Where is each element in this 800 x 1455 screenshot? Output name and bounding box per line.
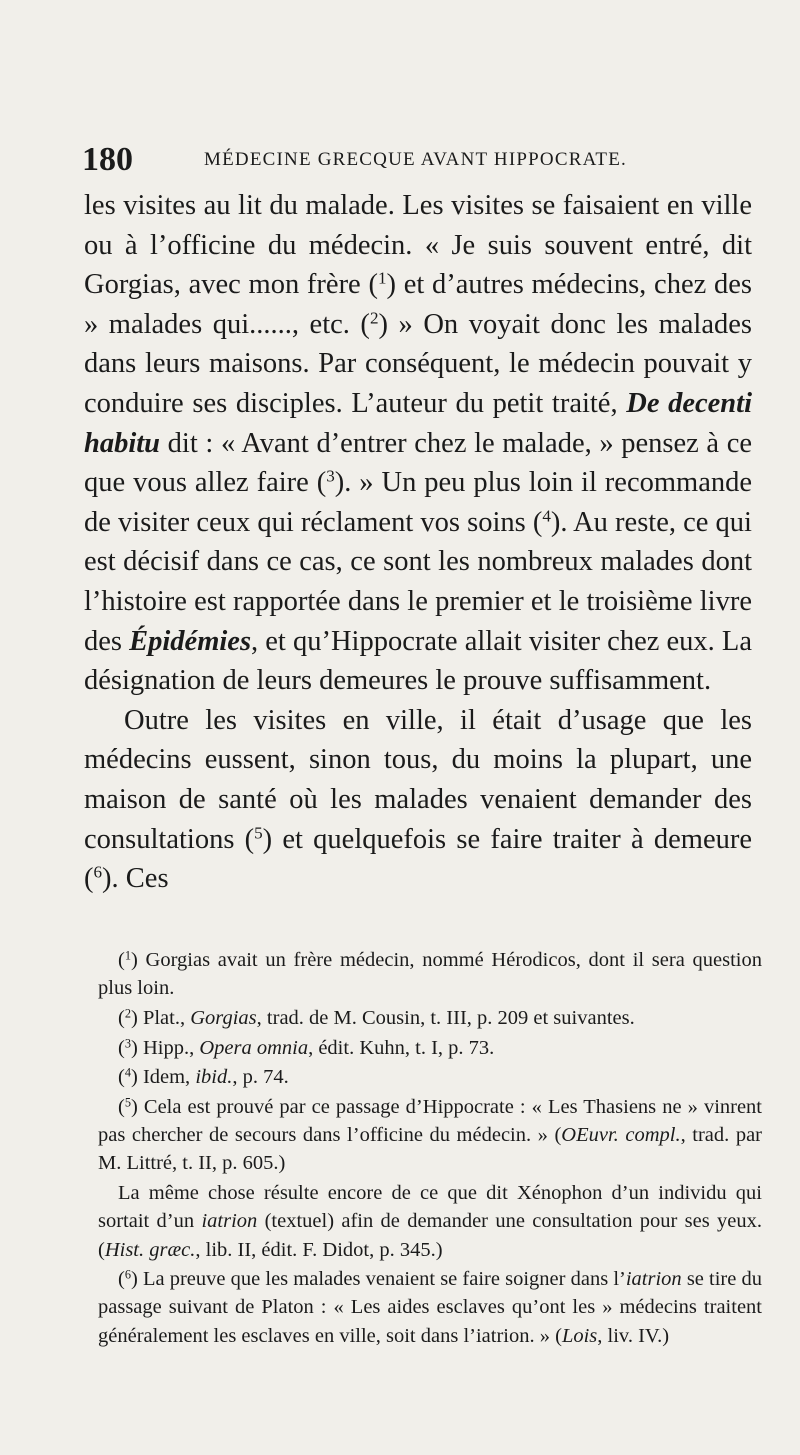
footnote-3: ($^3$) Hipp., Opera omnia, édit. Kuhn, t. I, p. 73. [118, 1035, 495, 1059]
footnote-text: , liv. IV.) [597, 1324, 670, 1347]
text-run: ) et d’autres médecins, chez des » malades qui......, etc. ( [84, 269, 752, 340]
text-run: les visites au lit du malade. Les visites se faisaient en ville ou à l’officine du médecin. « Je suis souvent entré, dit Gorgias, avec mon frère ( [84, 190, 752, 301]
page-header [82, 140, 782, 180]
footnote-mark: 6 [124, 1267, 131, 1282]
footnote-mark: 1 [124, 948, 131, 963]
footnote-text: se tire du passage suivant de Platon : « Les aides esclaves qu’ont les » médecins traitent généralement les esclaves en ville, soit dans l’iatrion. » ( [98, 1268, 762, 1347]
footnote-text: Plat., [142, 1006, 191, 1029]
work-title: Lois [561, 1324, 598, 1347]
text-run: Outre les visites en ville, il était d’usage que les médecins eussent, sinon tous, du moins la plupart, une maison de santé où les malades venaient demander des consultations ( [84, 704, 752, 855]
footnote-text: Idem, [142, 1066, 196, 1089]
main-text [84, 186, 752, 899]
footnote-text: , trad. de M. Cousin, t. III, p. 209 et suivantes. [256, 1006, 635, 1029]
greek-term: iatrion [201, 1210, 258, 1233]
running-head: MÉDECINE GRECQUE AVANT HIPPOCRATE. [204, 149, 627, 170]
footnote-mark: 4 [124, 1065, 131, 1080]
footnote-text: , trad. par M. Littré, t. II, p. 605.) [98, 1124, 762, 1175]
text-run: ). » Un peu plus loin il recommande de visiter ceux qui réclament vos soins ( [84, 467, 752, 538]
footnote-mark: 3 [124, 1035, 131, 1050]
text-run: ). Ces [102, 863, 169, 895]
paragraph [84, 186, 752, 701]
footnote-ref: 4 [542, 506, 551, 526]
text-run: ) » On voyait donc les malades dans leurs maisons. Par conséquent, le médecin pouvait y conduire ses disciples. L’auteur du petit traité, [84, 308, 752, 419]
footnote-text: Cela est prouvé par ce passage d’Hippocrate : « Les Thasiens ne » vinrent pas chercher de secours dans l’officine du médecin. » ( [98, 1096, 763, 1147]
footnote-text: Hipp., [142, 1036, 200, 1059]
footnote-1: ($^1$) Gorgias avait un frère médecin, nommé Hérodicos, dont il sera question plus loin. [98, 948, 762, 1000]
text-run: dit : « Avant d’entrer chez le malade, » pensez à ce que vous allez faire ( [84, 427, 752, 499]
footnote-6: ($^6$) La preuve que les malades venaient se faire soigner dans l’iatrion se tire du passage suivant de Platon : « Les aides esclaves qu’ont les » médecins traitent généralement les esclaves en ville, soit dans l’iatrion. » (Lois, liv. IV.) [98, 1267, 762, 1347]
footnote-2: ($^2$) Plat., Gorgias, trad. de M. Cousin, t. III, p. 209 et suivantes. [118, 1006, 635, 1029]
footnote-ref: 1 [377, 268, 387, 288]
work-title: Épidémies [129, 625, 252, 657]
footnote-ref: 6 [93, 862, 103, 882]
footnote-text: (textuel) afin de demander une consultation pour ses yeux. ( [98, 1210, 762, 1261]
work-title: OEuvr. compl. [561, 1124, 681, 1147]
text-run: ). Au reste, ce qui est décisif dans ce cas, ce sont les nombreux malades dont l’histoire est rapportée dans le premier et le troisième livre des [84, 506, 752, 657]
footnote-mark: 5 [124, 1095, 131, 1110]
text-run: ) et quelquefois se faire traiter à demeure ( [84, 823, 752, 895]
footnote-text: La même chose résulte encore de ce que dit Xénophon d’un individu qui sortait d’un [98, 1182, 762, 1233]
footnote-text: La preuve que les malades venaient se faire soigner dans l’ [142, 1268, 626, 1291]
work-title: Gorgias [190, 1006, 257, 1029]
greek-term: iatrion [625, 1268, 682, 1291]
page-number: 180 [82, 141, 133, 178]
text-run: , et qu’Hippocrate allait visiter chez eux. La désignation de leurs demeures le prouve suffisamment. [84, 625, 752, 697]
work-title: Hist. græc. [104, 1238, 196, 1261]
footnote-ref: 2 [369, 308, 379, 328]
footnote-5: ($^5$) Cela est prouvé par ce passage d’Hippocrate : « Les Thasiens ne » vinrent pas chercher de secours dans l’officine du médecin. » (OEuvr. compl., trad. par M. Littré, t. II, p. 605.) [98, 1095, 763, 1175]
footnote-text: , lib. II, édit. F. Didot, p. 345.) [195, 1238, 443, 1261]
footnote-text: , édit. Kuhn, t. I, p. 73. [308, 1036, 495, 1059]
footnote-mark: 2 [124, 1006, 131, 1021]
footnotes [98, 946, 762, 1351]
footnote-ref: 3 [326, 466, 335, 486]
footnote-4: ($^4$) Idem, ibid., p. 74. [118, 1065, 289, 1089]
work-title: ibid. [195, 1066, 233, 1089]
footnote-ref: 5 [254, 823, 263, 843]
paragraph [84, 701, 752, 899]
work-title: Opera omnia [199, 1036, 309, 1059]
footnote-text: Gorgias avait un frère médecin, nommé Hérodicos, dont il sera question plus loin. [98, 949, 762, 1000]
footnote-text: , p. 74. [232, 1066, 289, 1089]
work-title: De decenti habitu [84, 387, 752, 459]
footnote-5-continued [98, 1179, 762, 1264]
